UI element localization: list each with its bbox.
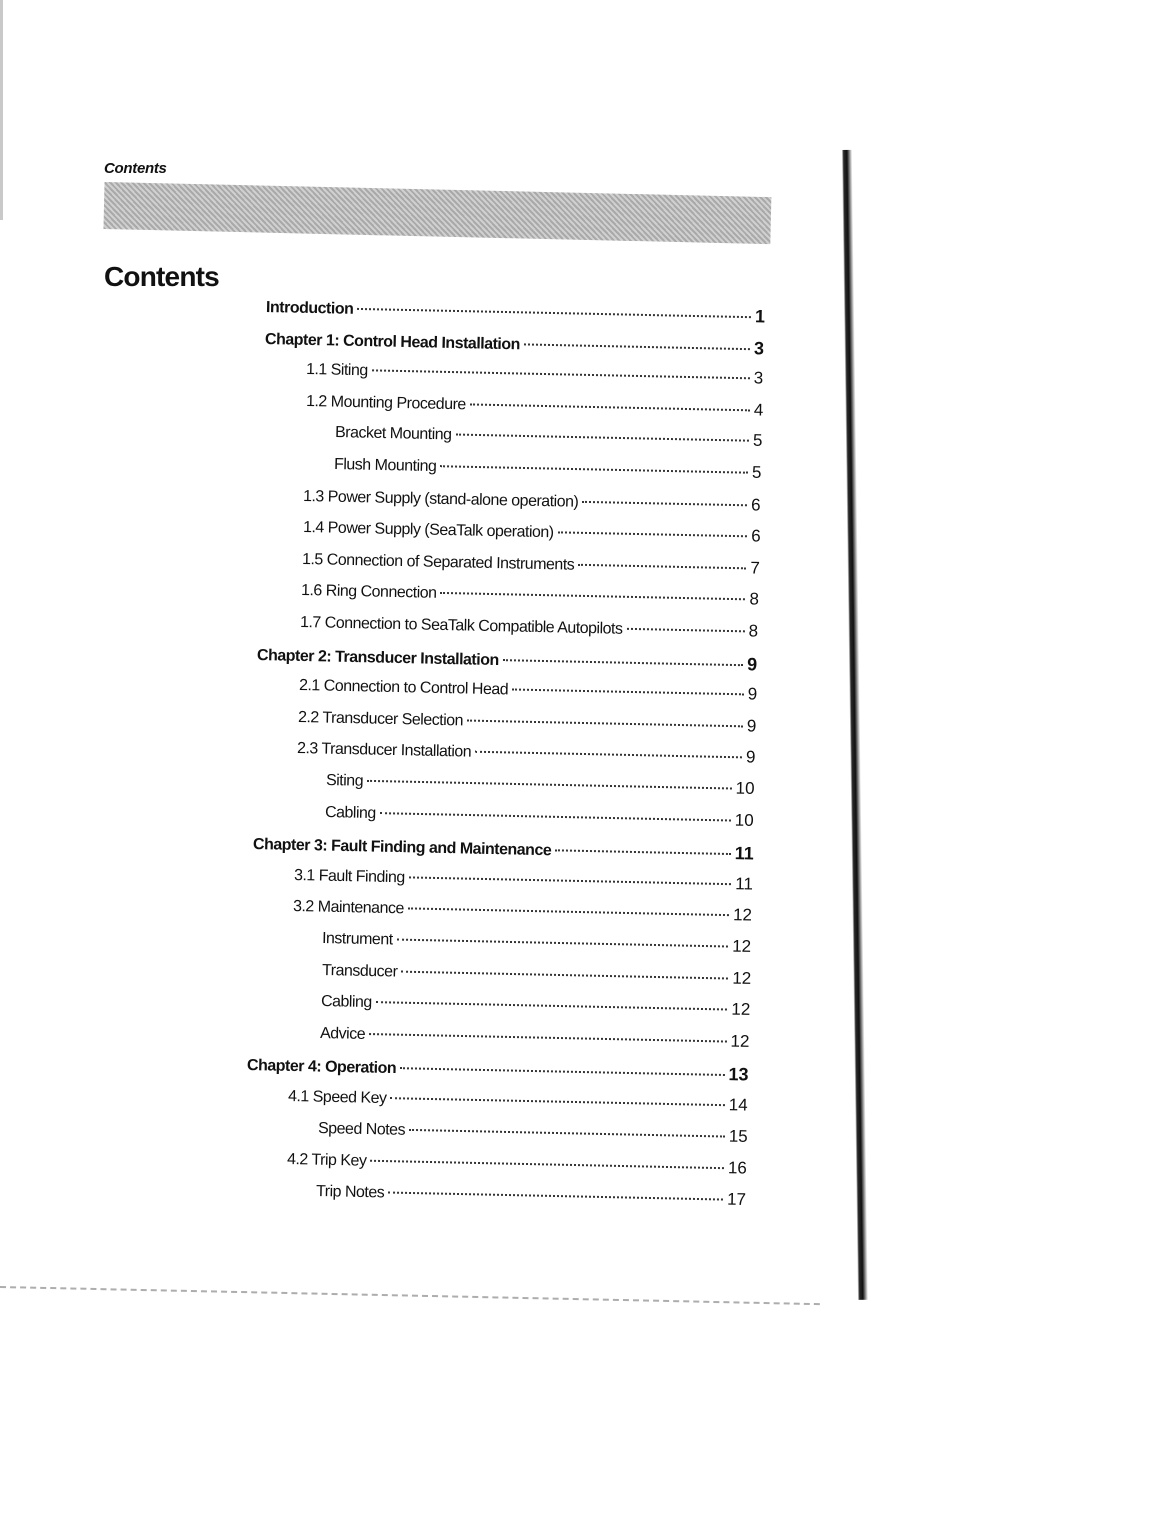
toc-dot-leader <box>557 532 747 538</box>
toc-dot-leader <box>375 1001 727 1010</box>
toc-entry-title: Chapter 1: Control Head Installation <box>265 330 521 353</box>
toc-entry-title: 4.2 Trip Key <box>286 1151 367 1170</box>
toc-page-number: 9 <box>746 716 757 736</box>
toc-entry-title: 1.1 Siting <box>306 361 369 380</box>
toc-dot-leader <box>440 465 748 473</box>
toc-page-number: 12 <box>730 999 751 1020</box>
toc-section-row <box>300 612 759 648</box>
toc-entry-title: 2.2 Transducer Selection <box>297 708 463 730</box>
toc-dot-leader <box>409 1129 725 1138</box>
toc-dot-leader <box>455 434 748 442</box>
toc-section-row <box>298 675 757 711</box>
toc-dot-leader <box>388 1191 723 1200</box>
toc-section-row <box>302 517 760 553</box>
toc-dot-leader <box>578 564 746 570</box>
toc-section-row <box>294 865 753 901</box>
toc-dot-leader <box>512 689 744 696</box>
toc-section-row <box>317 1118 747 1153</box>
toc-section-row <box>326 770 755 805</box>
toc-entry-title: 3.2 Maintenance <box>292 898 405 918</box>
toc-section-row <box>325 802 754 837</box>
toc-entry-title: 2.1 Connection to Control Head <box>298 677 508 699</box>
toc-page-number: 4 <box>753 400 764 420</box>
toc-page-number: 17 <box>726 1189 747 1209</box>
toc-dot-leader <box>380 812 731 821</box>
toc-dot-leader <box>401 970 728 979</box>
toc-dot-leader <box>357 308 751 318</box>
toc-entry-title: Introduction <box>265 299 354 318</box>
toc-section-row <box>316 1181 746 1216</box>
toc-page-number: 7 <box>749 558 760 578</box>
toc-entry-title: 1.4 Power Supply (SeaTalk operation) <box>302 519 554 542</box>
toc-section-row <box>287 1149 747 1185</box>
toc-page-number: 5 <box>751 462 762 482</box>
toc-section-row <box>306 359 764 395</box>
toc-page-number: 1 <box>754 306 766 327</box>
toc-dot-leader <box>467 719 743 727</box>
toc-page-number: 16 <box>727 1158 747 1178</box>
toc-page-number: 14 <box>728 1095 749 1115</box>
toc-page-number: 12 <box>732 905 753 926</box>
toc-dot-leader <box>391 1097 725 1106</box>
toc-page-number: 15 <box>728 1126 748 1146</box>
toc-section-row <box>301 580 759 616</box>
toc-section-row <box>322 928 752 963</box>
toc-page-number: 10 <box>734 810 755 830</box>
toc-page-number: 8 <box>749 589 760 609</box>
toc-section-row <box>301 549 759 585</box>
toc-section-row <box>303 486 761 522</box>
toc-entry-title: Transducer <box>321 961 398 981</box>
toc-entry-title: Chapter 3: Fault Finding and Maintenance <box>252 836 552 860</box>
toc-entry-title: Bracket Mounting <box>334 424 452 444</box>
toc-page-number: 9 <box>747 653 758 675</box>
toc-page-number: 11 <box>734 843 754 864</box>
toc-entry-title: Flush Mounting <box>333 456 437 476</box>
toc-entry-title: Siting <box>326 772 364 790</box>
running-head: Contents <box>104 160 167 177</box>
toc-page-number: 10 <box>735 778 755 798</box>
toc-dot-leader <box>440 592 745 600</box>
toc-entry-title: 2.3 Transducer Installation <box>296 740 472 762</box>
toc-page-number: 3 <box>753 368 764 388</box>
toc-page-number: 12 <box>732 936 752 956</box>
toc-dot-leader <box>583 500 748 505</box>
toc-entry-title: Trip Notes <box>315 1182 385 1202</box>
toc-dot-leader <box>372 370 750 380</box>
toc-dot-leader <box>367 780 732 790</box>
toc-dot-leader <box>503 659 743 666</box>
toc-entry-title: 4.1 Speed Key <box>288 1088 388 1108</box>
toc-section-row <box>320 1023 750 1058</box>
toc-chapter-row <box>266 296 765 332</box>
toc-dot-leader <box>370 1160 724 1169</box>
toc-entry-title: Cabling <box>325 803 377 822</box>
toc-entry-title: Chapter 4: Operation <box>246 1057 397 1078</box>
toc-page-number: 5 <box>752 431 763 451</box>
toc-dot-leader <box>469 403 749 411</box>
toc-section-row <box>298 707 757 743</box>
toc-entry-title: Instrument <box>322 930 394 949</box>
toc-section-row <box>335 422 763 457</box>
toc-section-row <box>293 896 752 932</box>
toc-dot-leader <box>475 751 742 759</box>
toc-page-number: 9 <box>747 684 758 704</box>
toc-dot-leader <box>555 850 731 856</box>
toc-page-number: 12 <box>731 968 751 988</box>
toc-section-row <box>321 960 751 995</box>
toc-dot-leader <box>627 628 745 632</box>
toc-section-row <box>320 991 750 1026</box>
toc-dot-leader <box>408 908 729 917</box>
toc-entry-title: 1.7 Connection to SeaTalk Compatible Autopilots <box>300 614 623 638</box>
toc-dot-leader <box>397 939 729 948</box>
toc-entry-title: 3.1 Fault Finding <box>293 866 405 887</box>
toc-dot-leader <box>400 1068 724 1077</box>
toc-section-row <box>288 1086 748 1122</box>
toc-chapter-row <box>257 644 758 680</box>
toc-page-number: 11 <box>734 874 753 894</box>
toc-page-number: 6 <box>750 526 761 546</box>
toc-dot-leader <box>524 343 750 350</box>
toc-section-row <box>297 738 756 774</box>
toc-chapter-row <box>247 1054 749 1090</box>
page-title: Contents <box>104 260 219 292</box>
toc-entry-title: Speed Notes <box>317 1119 405 1139</box>
toc-entry-title: 1.2 Mounting Procedure <box>305 392 466 414</box>
toc-page-number: 6 <box>751 494 762 515</box>
toc-dot-leader <box>369 1033 726 1042</box>
toc-entry-title: 1.6 Ring Connection <box>300 582 437 603</box>
toc-entry-title: Chapter 2: Transducer Installation <box>257 646 500 669</box>
toc-chapter-row <box>265 328 765 364</box>
toc-chapter-row <box>252 833 753 869</box>
toc-page-number: 9 <box>745 747 756 767</box>
toc-entry-title: Cabling <box>320 993 372 1012</box>
toc-entry-title: 1.5 Connection of Separated Instruments <box>301 550 575 574</box>
toc-page-number: 8 <box>748 621 759 641</box>
toc-page-number: 13 <box>728 1064 749 1085</box>
toc-entry-title: 1.3 Power Supply (stand-alone operation) <box>303 487 579 511</box>
toc-page-number: 3 <box>754 337 765 359</box>
toc-section-row <box>334 454 762 489</box>
toc-page-number: 12 <box>730 1031 750 1051</box>
toc-dot-leader <box>409 876 732 885</box>
toc-section-row <box>305 391 763 427</box>
toc-entry-title: Advice <box>319 1024 366 1043</box>
